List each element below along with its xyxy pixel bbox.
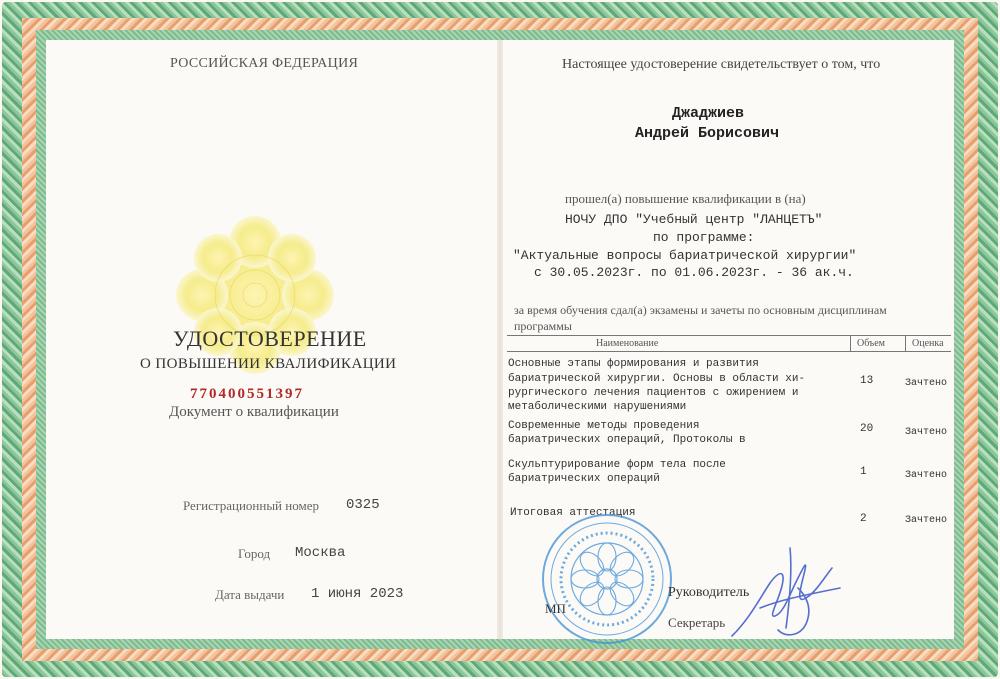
certificate-title: УДОСТОВЕРЕНИЕ [173,326,367,351]
program-label: по программе: [653,230,755,245]
registration-label: Регистрационный номер [183,498,319,513]
table-header-volume: Объем [857,338,885,349]
row-volume: 20 [860,423,874,435]
table-top-line [507,335,951,336]
row-grade: Зачтено [905,470,948,481]
table-header-name: Наименование [596,338,659,349]
country-name: РОССИЙСКАЯ ФЕДЕРАЦИЯ [170,56,359,71]
row-name-line: бариатрических операций, Протоколы в [508,434,746,446]
official-stamp-icon [540,512,674,646]
registration-number: 0325 [346,497,380,513]
holder-surname: Джаджиев [672,105,745,122]
table-header-grade: Оценка [912,338,944,349]
certificate-subtitle: О ПОВЫШЕНИИ КВАЛИФИКАЦИИ [140,356,397,372]
intro-text: Настоящее удостоверение свидетельствует о том, что [562,57,881,72]
row-name-line: Современные методы проведения [508,420,700,432]
row-name-line: Основные этапы формирования и развития [508,358,759,370]
row-name-line: Итоговая аттестация [510,507,636,519]
table-col-divider-1 [850,335,851,351]
issue-date-label: Дата выдачи [215,587,285,602]
row-grade: Зачтено [905,378,948,389]
rosette-watermark-icon [170,210,340,380]
study-period: с 30.05.2023г. по 01.06.2023г. - 36 ак.ч. [534,265,854,280]
seal-place-label: МП [545,601,566,616]
handwritten-signature-icon [720,538,850,648]
secretary-label: Секретарь [668,615,726,630]
exams-text-line2: программы [514,319,572,333]
head-label: Руководитель [668,585,750,600]
table-header-line [507,351,951,352]
row-volume: 2 [860,513,867,525]
holder-name: Андрей Борисович [635,125,780,142]
row-name-line: Скульптурирование форм тела после [508,459,726,471]
table-col-divider-2 [905,335,906,351]
center-fold [497,40,503,639]
row-name-line: бариатрической хирургии. Основы в области хи- [508,373,806,385]
program-name: "Актуальные вопросы бариатрической хирургии" [513,248,857,263]
row-name-line: метаболическими нарушениями [508,401,687,413]
row-volume: 1 [860,466,867,478]
exams-text-line1: за время обучения сдал(а) экзамены и зачеты по основным дисциплинам [514,303,887,317]
row-grade: Зачтено [905,427,948,438]
row-name-line: бариатрических операций [508,473,660,485]
city-label: Город [238,546,271,561]
city-value: Москва [295,545,346,561]
serial-number: 770400551397 [190,386,304,402]
row-volume: 13 [860,375,874,387]
issue-date-value: 1 июня 2023 [311,586,404,602]
document-type: Документ о квалификации [169,404,339,420]
organization-name: НОЧУ ДПО "Учебный центр "ЛАНЦЕТЪ" [565,212,823,227]
row-grade: Зачтено [905,515,948,526]
passed-text: прошел(а) повышение квалификации в (на) [565,191,806,206]
row-name-line: рургического лечения пациентов с ожирением и [508,387,799,399]
